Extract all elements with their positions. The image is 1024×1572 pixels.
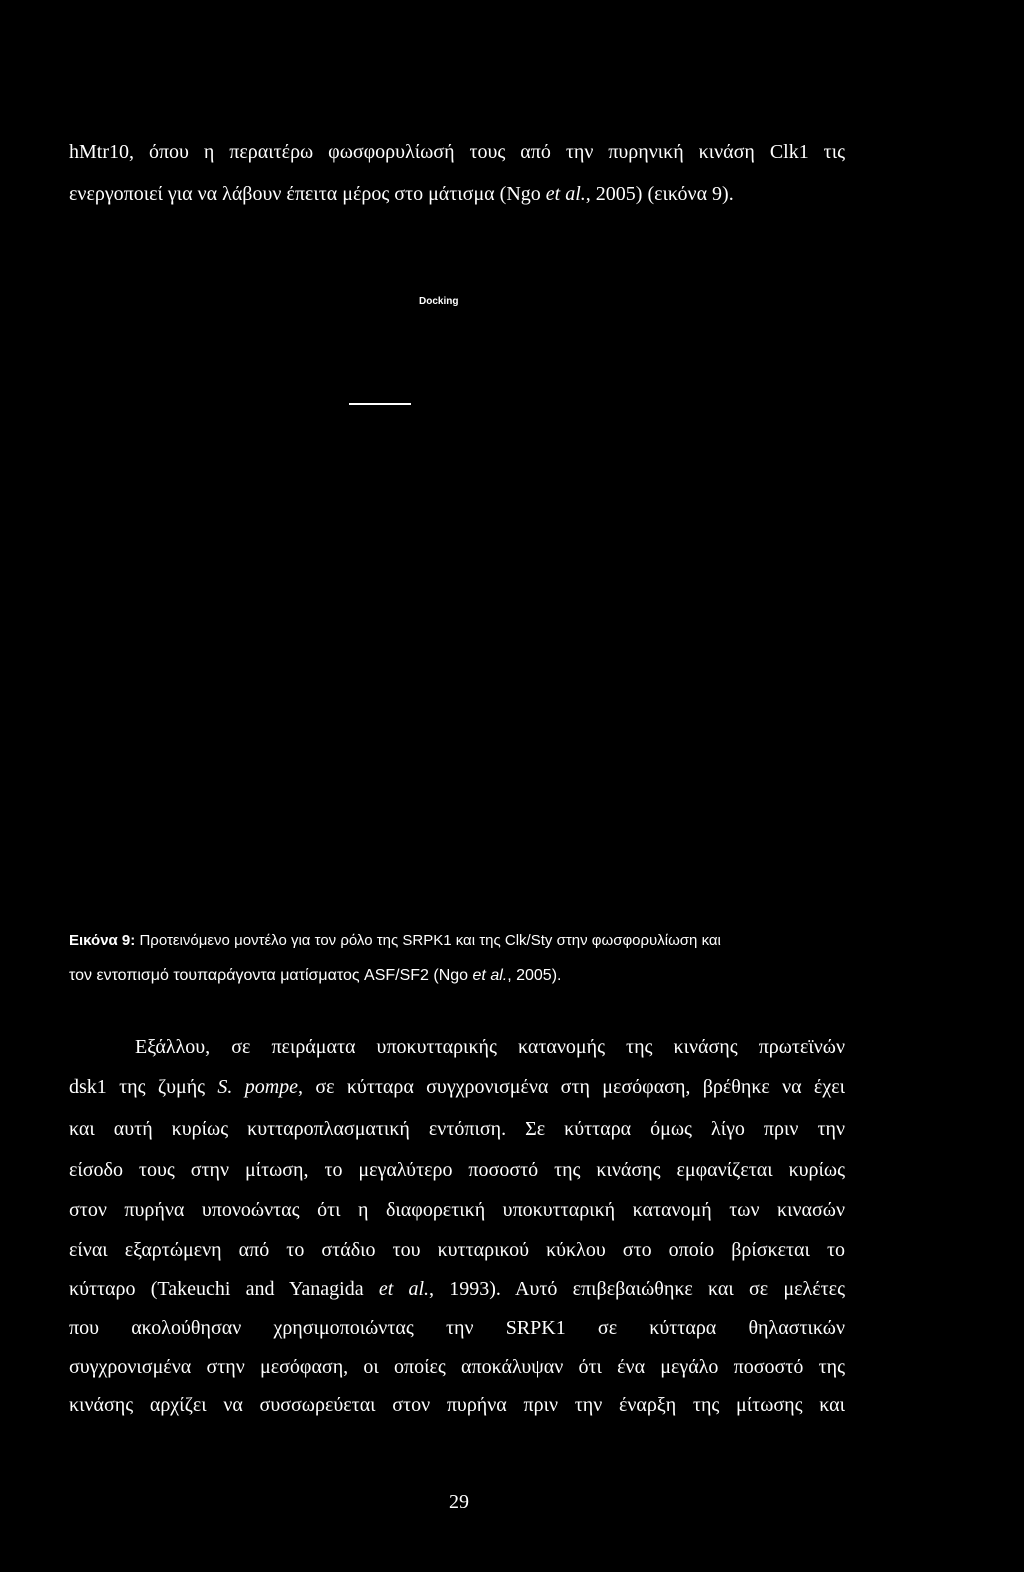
caption-lead: Εικόνα 9: bbox=[69, 932, 136, 949]
paragraph-line-4-text: είσοδο τους στην μίτωση, το μεγαλύτερο ποσοστό της κινάσης εμφανίζεται κυρίως bbox=[69, 1159, 845, 1181]
paragraph-line-2-text-a: dsk1 της ζυμής bbox=[69, 1076, 218, 1098]
intro-line-1-text: hMtr10, όπου η περαιτέρω φωσφορυλίωσή τους από την πυρηνική κινάση Clk1 τις bbox=[69, 141, 845, 163]
page-number: 29 bbox=[449, 1491, 469, 1513]
caption-line-1 bbox=[69, 931, 721, 951]
caption-line-2 bbox=[69, 966, 561, 986]
paragraph-line-9-text: συγχρονισμένα στην μεσόφαση, οι οποίες αποκάλυψαν ότι ένα μεγάλο ποσοστό της bbox=[69, 1356, 845, 1378]
paragraph-line-3-text: και αυτή κυρίως κυτταροπλασματική εντόπιση. Σε κύτταρα όμως λίγο πριν την bbox=[69, 1118, 845, 1140]
paragraph-line-5 bbox=[69, 1198, 845, 1222]
paragraph-line-8-text: που ακολούθησαν χρησιμοποιώντας την SRPK1 σε κύτταρα θηλαστικών bbox=[69, 1317, 845, 1339]
paragraph-line-5-text: στον πυρήνα υπονοώντας ότι η διαφορετική υποκυτταρική κατανομή των κινασών bbox=[69, 1199, 845, 1221]
paragraph-line-4 bbox=[69, 1158, 845, 1182]
paragraph-line-8 bbox=[69, 1316, 845, 1340]
paragraph-line-3 bbox=[69, 1117, 845, 1141]
paragraph-line-1 bbox=[135, 1035, 845, 1059]
intro-line-2 bbox=[69, 182, 734, 206]
paragraph-line-7-text-a: κύτταρο (Takeuchi and Yanagida bbox=[69, 1278, 379, 1300]
paragraph-line-7-text-b: , 1993). Αυτό επιβεβαιώθηκε και σε μελέτες bbox=[429, 1278, 845, 1300]
paragraph-line-6-text: είναι εξαρτώμενη από το στάδιο του κυτταρικού κύκλου στο οποίο βρίσκεται το bbox=[69, 1239, 845, 1261]
paragraph-line-2-text-b: , σε κύτταρα συγχρονισμένα στη μεσόφαση, βρέθηκε να έχει bbox=[298, 1076, 845, 1098]
figure-label: Docking bbox=[419, 296, 459, 307]
paragraph-line-9 bbox=[69, 1355, 845, 1379]
intro-line-2-text-a: ενεργοποιεί για να λάβουν έπειτα μέρος στο μάτισμα (Ngo bbox=[69, 183, 546, 205]
intro-line-1 bbox=[69, 140, 845, 164]
caption-line-2-text-a: τον εντοπισμό τουπαράγοντα ματίσματος ASF/SF2 (Ngo bbox=[69, 967, 473, 984]
paragraph-line-2 bbox=[69, 1075, 845, 1099]
paragraph-line-6 bbox=[69, 1238, 845, 1262]
intro-et-al: et al. bbox=[545, 183, 586, 205]
caption-line-2-text-b: , 2005). bbox=[507, 967, 562, 984]
figure-rule bbox=[349, 403, 411, 405]
intro-line-2-text-b: , 2005) (εικόνα 9). bbox=[585, 183, 734, 205]
paragraph-line-7 bbox=[69, 1277, 845, 1301]
paragraph-line-10 bbox=[69, 1393, 845, 1417]
paragraph-et-al: et al. bbox=[378, 1278, 430, 1300]
paragraph-line-1-text: Εξάλλου, σε πειράματα υποκυτταρικής κατανομής της κινάσης πρωτεϊνών bbox=[135, 1036, 845, 1058]
caption-et-al: et al. bbox=[472, 967, 508, 984]
paragraph-line-10-text: κινάσης αρχίζει να συσσωρεύεται στον πυρήνα πριν την έναρξη της μίτωσης και bbox=[69, 1394, 845, 1416]
caption-line-1-text: Προτεινόμενο μοντέλο για τον ρόλο της SRPK1 και της Clk/Sty στην φωσφορυλίωση και bbox=[135, 932, 721, 949]
species-name: S. pompe bbox=[217, 1076, 299, 1098]
